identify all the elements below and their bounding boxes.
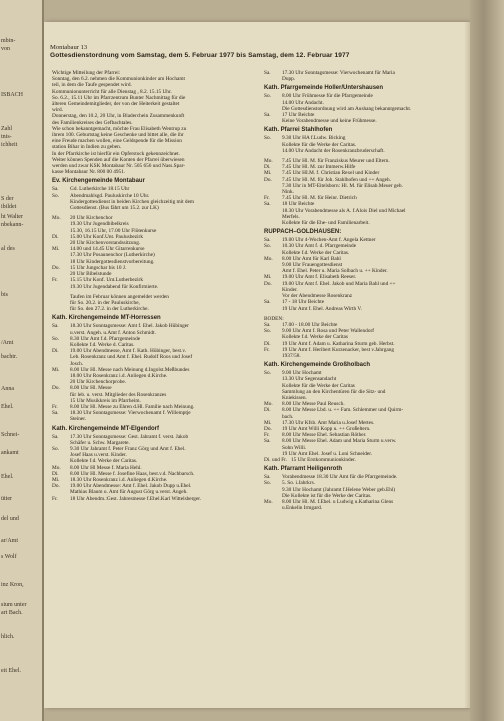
service-text: Merfels. [282, 213, 300, 220]
service-text: 8.00 Uhr Hl. Messe zu Ehren d.Hl. Familie nach Meinung. [70, 403, 195, 410]
adjacent-page-fragment: ht Walter [1, 214, 23, 220]
parish-heading: Kath. Kirchengemeinde MT-Horressen [52, 315, 161, 322]
adjacent-page-fragment: bachtr. [1, 354, 18, 360]
service-text: 20 Uhr Kirchenvorstandssitzung. [70, 240, 141, 247]
weekday-label: Fr. [264, 195, 270, 202]
adjacent-page-fragment: del und [1, 516, 19, 522]
notice-line: Sonntag, den 6.2. nehmen die Kommunionkinder am Hochamt [52, 76, 185, 83]
notice-line: station Bihar in Indien zu geben. [52, 144, 122, 151]
service-text: u.verst. Angeh. u.Amt f. Anton Schmidt. [70, 329, 156, 336]
weekday-label: Fr. [52, 495, 58, 502]
service-text: 8.00 Uhr Messe Paul Reusch. [282, 401, 345, 408]
service-text: Die Gottesdienstordnung wird am Aushang bekanntgemacht. [282, 105, 412, 112]
service-text: Kindergottesdienst in beiden Kirchen gleichzeitig mit dem [70, 198, 195, 205]
parish-section [264, 466, 464, 511]
weekday-label [264, 220, 282, 226]
notice-line: teil, in dem die Taufe gespendet wird. [52, 82, 132, 89]
weekday-label: So. [264, 480, 271, 487]
service-text: für So. den 27.2. in der Lutherkirche. [70, 306, 149, 313]
adjacent-page-fragment: Ehel. [1, 474, 14, 480]
adjacent-page-fragment: s Wolf [1, 554, 17, 560]
newspaper-page [44, 22, 470, 708]
weekday-label [264, 505, 282, 511]
service-entry [264, 220, 464, 226]
adjacent-page-fragment: al des [1, 246, 15, 252]
notice-line: wird. [52, 107, 64, 114]
parish-heading: Kath. Pfarrgemeinde Holler/Untershausen [264, 85, 384, 92]
weekday-label [264, 76, 282, 82]
adjacent-page-fragment: ichheit [1, 142, 18, 148]
weekday-label: Do. [52, 385, 60, 392]
weekday-label: BODEN: [264, 315, 284, 322]
parish-heading: Kath. Kirchengemeinde Großholbach [264, 362, 371, 369]
service-text: 8.00 Uhr Hl. Messe [70, 385, 112, 392]
weekday-label: So. [264, 93, 271, 100]
weekday-label: Mi. [264, 274, 272, 281]
service-text: 19 Uhr Amt Ehel. Josef u. Loni Schneider. [282, 450, 373, 457]
service-text: 5. So. i.Jahrkrs. [282, 480, 315, 487]
weekday-label: Mo. [264, 255, 273, 262]
page-header [50, 44, 460, 60]
service-text: 8.00 Uhr Hl. M. f.Ehel. u Ludwig u.Katharina Glens [282, 498, 394, 505]
adjacent-page-fragment: Ehel. [1, 404, 14, 410]
service-text: 10.30 Uhr Amt f. d. Pfarrgemeinde [282, 243, 357, 250]
parish-heading: RUPPACH–GOLDHAUSEN: [264, 229, 342, 236]
service-text: 9.30 Uhr Jahramt f. Peter Franz Görg und Amt f. Ehel. [70, 445, 186, 452]
weekday-label: Sa. [264, 299, 271, 306]
service-text: Gottesdienst. (Bus fährt um 15.2. zur LK) [70, 205, 159, 212]
service-text: 8.00 Uhr Amt für Karl Bahl [282, 255, 341, 262]
service-text: Schäfer u. Schw. Margarete. [70, 439, 130, 446]
service-text: 15.00 Uhr Konf.Unt. Paulusbezirk [70, 233, 143, 240]
weekday-label: Sa. [264, 237, 271, 244]
adjacent-page-fragment: /Amt [1, 340, 14, 346]
service-text: 8.00 Uhr Frühmesse für die Pfarrgemeinde [282, 93, 373, 100]
service-text: 14.00 Uhr Andacht. [282, 99, 324, 106]
service-text: Sohn Willi. [282, 444, 307, 451]
notice-line: Weiter können Spenden auf die Konten der Pfarrei überwiesen [52, 156, 185, 163]
service-entry [264, 505, 464, 511]
service-text: 17.00 - 18.00 Uhr Beichte [282, 321, 338, 328]
weekday-label: Fr. [264, 346, 270, 353]
parish-section [264, 70, 464, 82]
service-text: 19 Uhr Amt f. Ehel. Andreas Wirth V. [282, 305, 362, 312]
service-text: 18.00 Uhr Rosenkranz i.d. Anliegen d.Kirche. [70, 372, 168, 379]
service-text: Nink. [282, 189, 294, 196]
weekday-label: So. [52, 445, 59, 452]
service-text: 17 - 18 Uhr Beichte [282, 299, 325, 306]
adjacent-page-fragment: Schnei- [1, 432, 20, 438]
service-text: 18.30 Uhr Sonntagsmesse: Amt f. Ehel. Jakob Hübinger [70, 323, 189, 330]
service-entry [52, 416, 252, 422]
service-text: bach. [282, 413, 294, 420]
parish-heading: Kath. Pfarrei Stahlhofen [264, 127, 333, 134]
service-text: 14.00 Uhr Andacht der Rosenkranzbruderschaft. [282, 147, 385, 154]
notice-line: Donnerstag, den 10.2, 20 Uhr, in Bladerchein Zusammenkunft [52, 113, 185, 120]
service-text: Mathias Blaum u. Amt für August Görg u.verst. Angeh. [70, 489, 188, 496]
weekday-label: So. [264, 370, 271, 377]
notice-line: Wichtige Mitteilung der Pfarrei: [52, 70, 121, 76]
service-entry [264, 76, 464, 82]
weekday-label: Di. [264, 340, 271, 347]
service-text: 19 Uhr Amt f. Adam u. Katharina Sturm geb. Herbst. [282, 340, 395, 347]
notice-line: eine Freude machen wollen, eine Geldspende für die Mission [52, 138, 182, 145]
weekday-label: Mo. [264, 401, 273, 408]
weekday-label: Di. [264, 407, 271, 414]
weekday-label: Mo. [264, 498, 273, 505]
service-text: 19.00 Uhr 4-Wochen-Amt f. Angela Kettner [282, 237, 376, 244]
service-text: 17.30 Uhr Sonntagsmesse: Gest. Jahramt f. verst. Jakob [70, 433, 189, 440]
service-entry [264, 353, 464, 359]
weekday-label: Fr. [264, 432, 270, 439]
weekday-label: So. [264, 243, 271, 250]
service-text: 18.30 Uhr Rosenkranz i.d. Anliegen d.Kirche. [70, 476, 168, 483]
page-number: Montabaur 13 [50, 44, 88, 51]
weekday-label: Mo. [264, 158, 273, 165]
service-text: Steiner. [70, 416, 87, 423]
service-text: 7.45 Uhr HI.M. f. Christian Rexel und Kinder [282, 170, 380, 177]
weekday-label: Do. [264, 280, 272, 287]
service-text: 17 Uhr Beichte [282, 112, 315, 119]
weekday-label: Sa. [264, 112, 271, 119]
adjacent-page-fragment: inz Kron, [1, 582, 24, 588]
service-text: Abendmahlsgd. Pauluskirche 10 Uhr. [70, 192, 150, 199]
weekday-label: So. [52, 192, 59, 199]
service-text: 19.00 Uhr Amt f. Ehel. Jakob und Maria Bahl und ++ [282, 280, 396, 287]
adjacent-page-fragment: ISBACH [1, 92, 24, 98]
adjacent-page-fragment: Anna [1, 386, 14, 392]
adjacent-page-fragment: hlich. [1, 634, 15, 640]
book-binding-edge [470, 0, 504, 721]
weekday-label: Mi. [52, 246, 60, 253]
service-entry [52, 496, 252, 502]
weekday-label: Mi. [264, 170, 272, 177]
service-text: 8.00 Uhr Hl Messe f. Maria Hehl. [70, 464, 142, 471]
service-text: 19.30 Uhr Jugendabend für Konfirmierte. [70, 283, 159, 290]
service-text: 7.45 Uhr Hl. M. für Heinr. Dietrich [282, 195, 357, 202]
service-text: 20 Uhr Kirchenchor [70, 215, 113, 222]
service-text: Kollekte f.d. Werke d. Caritas. [70, 341, 135, 348]
adjacent-page-fragment: S der [1, 196, 14, 202]
service-text: Sammlung an den Kirchentüren für die Sitz- und [282, 388, 386, 395]
service-text: Keine Vorabendmesse und keine Frühmesse. [282, 118, 377, 125]
service-text: 13.30 Uhr Segensandacht [282, 376, 337, 383]
service-text: 17.30 Uhr Sonntagsmesse: Vierwochenamt für Maria [282, 70, 395, 76]
weekday-label: Do. [52, 264, 60, 271]
service-text: 20 Uhr Bibelstunde [70, 271, 112, 278]
weekday-label: Do. [264, 176, 272, 183]
parish-section [52, 426, 252, 502]
weekday-label: Sa. [264, 70, 271, 76]
weekday-label: Fr. [52, 403, 58, 410]
service-text: 18.30 Uhr Sonntagsmesse: Vierwochenamt f. Willemptje [70, 410, 191, 417]
service-text: 18.30 Uhr Vorabendmesse als A. f.Alois Diel und Michael [282, 207, 406, 214]
weekday-label: Sa. [264, 321, 271, 328]
weekday-label: So. [264, 135, 271, 142]
service-text: 19.00 Uhr Abendmesse, Amt f. Kath. Hübinger, best.v. [70, 348, 186, 355]
parish-heading: Kath. Kirchengemeinde MT-Elgendorf [52, 425, 160, 432]
weekday-label [264, 353, 282, 359]
parish-section [264, 85, 464, 124]
service-text: 20 Uhr Kirchenchorprobe. [70, 379, 127, 386]
weekday-label: Di. [52, 348, 59, 355]
service-text: 1937/58. [282, 352, 301, 359]
service-text: 8.00 Uhr Hl. Messe nach Meinung d.Ingolst.Meßbundes [70, 366, 190, 373]
service-text: für So. 20.2. in der Pauluskirche, [70, 299, 140, 306]
weekday-label: Mo. [52, 464, 61, 471]
adjacent-page-fragment: ibildet [1, 204, 17, 210]
weekday-label: Sa. [264, 474, 271, 481]
service-text: 8.30 Uhr Amt f.d. Pfarrgemeinde [70, 335, 141, 342]
notice-line: kasse Montabaur Nr. 800 00 4951. [52, 169, 126, 176]
notice-line: werden und zwar KSK Montabaur Nr. 505 656 und Nass.Spar- [52, 163, 186, 170]
service-text: Gd. Lutherkirche 18.15 Uhr [70, 186, 130, 193]
notice-line: Kommunionunterricht für alle Dienstag , 8.2. 15.15 Uhr. [52, 88, 172, 95]
parish-section [52, 315, 252, 422]
service-text: Kollekte für die Werke der Caritas. [282, 141, 357, 148]
service-text: 19.00 Uhr Abendmesse: Amt f. Ehel. Jakob Dupp u.Ehel. [70, 483, 192, 490]
adjacent-page-strip [0, 0, 44, 721]
parish-section [52, 178, 252, 312]
notice-line: des Familienkreises des Gefbachtales. [52, 119, 133, 126]
service-text: Taufen im Februar können angemeldet werden [70, 293, 169, 300]
service-text: 9.30 Uhr Hochamt (Jahramt f.Helene Weber geb.Ehl) [282, 486, 396, 493]
service-text: 19.00 Uhr Amt f. Elisabeth Reeser. [282, 274, 357, 281]
adjacent-page-fragment: von [1, 46, 10, 52]
parish-section [264, 362, 464, 463]
weekday-label: Di. und Fr. [264, 456, 287, 463]
service-text: 9.00 Uhr Frauengottesdienst [282, 262, 343, 269]
weekday-label: Sa. [52, 410, 59, 417]
service-text: 19.30 Uhr Jugendbibelkreis [70, 221, 129, 228]
service-text: 17.30 Uhr Posaunenchor (Lutherkirche) [70, 252, 155, 259]
notice-line: ihrem 100. Geburtstag keine Geschenke und bittet alle, die ihr [52, 132, 184, 139]
service-text: 7.45 Uhr Hl. M. zur Immerw.Hilfe [282, 164, 356, 171]
service-text: 8.00 Uhr Hl. Messe f. Josefine Haas, best.v.d. Nachbarsch. [70, 470, 195, 477]
service-text: Josch. [70, 360, 84, 367]
service-text: Kinder. [282, 286, 298, 293]
adjacent-page-fragment: eit Ehel. [1, 668, 21, 674]
left-column [52, 70, 252, 505]
adjacent-page-fragment: nbekann- [1, 222, 24, 228]
parish-section [264, 229, 464, 359]
parish-section [264, 127, 464, 226]
weekday-label: Di. [264, 164, 271, 171]
service-text: Dupp. [282, 76, 296, 83]
weekday-label: Di. [52, 470, 59, 477]
notice-line: Wie schon bekanntgemacht, möchte Frau Elisabeth Wentrup zu [52, 125, 187, 132]
service-text: 9.00 Uhr Amt f. Rosa und Peter Wallendorf [282, 328, 375, 335]
service-text: 17.30 Uhr Kfsb. Amt Maria u.Josef Mertes. [282, 419, 375, 426]
weekday-label: Fr. [52, 277, 58, 284]
weekday-label: Sa. [52, 433, 59, 440]
notice-line: In der Pfarrkirche ist hierfür ein Opferstock gekennzeichnet. [52, 150, 180, 157]
service-text: 9.00 Uhr Hochamt [282, 370, 322, 377]
service-text: 19 Uhr Amt Willi Kopp u. ++ Großeltern. [282, 425, 371, 432]
adjacent-page-fragment: ar/Amt [1, 538, 18, 544]
service-text: u.Enkelin Irmgard. [282, 505, 323, 512]
service-text: für leb. u. verst. Mitglieder des Rosenkranzes [70, 391, 167, 398]
adjacent-page-fragment: tnis- [1, 134, 12, 140]
service-text: Kollekte für die Ehe- und Familienarbeit. [282, 220, 370, 227]
notice-line: älteren Gemeindemitglieder, der von der Heiterkeit gestaltet [52, 101, 180, 108]
service-text: 7.30 Uhr in MT-Eitelsborn: Hl. M. für Elisab.Meuer geb. [282, 182, 403, 189]
service-text: Kollekte f.d. Werke der Caritas [282, 334, 348, 341]
parish-heading: Kath. Pfarramt Heiligenroth [264, 466, 343, 473]
service-text: 9.30 Uhr HA f.Ludw. Bicking [282, 135, 346, 142]
service-text: Vor der Abendmesse Rosenkranz [282, 293, 353, 300]
parish-notice [52, 70, 252, 175]
weekday-label: Sa. [264, 201, 271, 208]
weekday-label [264, 118, 282, 124]
service-text: 8.00 Uhr Messe Lbd. u. ++ Fam. Schlemmer und Quirm- [282, 407, 404, 414]
service-text: Die Kollekte ist für die Werke der Caritas. [282, 492, 372, 499]
weekday-label: Mi. [264, 419, 272, 426]
service-text: Kollekte für die Werke der Caritas [282, 382, 355, 389]
adjacent-page-fragment: ütter [1, 496, 12, 502]
weekday-label: So. [52, 335, 59, 342]
service-text: 8.00 Uhr Messe Ehel. Adam und Maria Sturm u.verw. [282, 438, 397, 445]
adjacent-page-fragment: mbin- [1, 38, 16, 44]
right-column [264, 70, 464, 514]
service-entry [52, 306, 252, 312]
service-text: Kniekissen. [282, 394, 307, 401]
weekday-label: Do. [52, 483, 60, 490]
service-text: 14.00 und 14.45 Uhr Gitarrenkurse [70, 246, 145, 253]
service-text: 19 Uhr Amt f. Heribert Kurzenacker, best v.Jahrgang [282, 346, 395, 353]
weekday-label: So. [264, 328, 271, 335]
service-text: Kollekte f.d. Werke der Caritas. [70, 458, 138, 465]
service-text: 7.45 Uhr Hl. M. für Joh. Stahlhofen und ++ Angeh. [282, 176, 391, 183]
service-text: Josef Haas u.verst. Kinder. [70, 452, 127, 459]
service-text: 15.30, 16.15 Uhr, 17.00 Uhr Flötenkurse [70, 227, 157, 234]
adjacent-page-fragment: ankamt [1, 450, 19, 456]
weekday-label: Sa. [52, 323, 59, 330]
adjacent-page-fragment: bis [1, 292, 9, 298]
service-text: 15.15 Uhr Konf. Unt.Lutherbezirk [70, 277, 143, 284]
parish-heading: Ev. Kirchengemeinde Montabaur [52, 178, 145, 185]
weekday-label: Di. [52, 233, 59, 240]
weekday-label: Mo. [52, 215, 61, 222]
weekday-label [52, 416, 70, 422]
service-text: 15 Uhr Erstkommunionkinder. [290, 456, 356, 463]
adjacent-page-fragment: art Bach. [1, 610, 23, 616]
weekday-label [52, 306, 70, 312]
adjacent-page-fragment: sium unter [1, 602, 27, 608]
weekday-label: Mi. [52, 366, 60, 373]
service-text: Vorabendmesse 18.30 Uhr Amt für die Pfarrgemeinde. [282, 474, 398, 481]
service-text: Leb. Rosenkranz und Amt f. Ehel. Rudolf Roos und Josef [70, 354, 193, 361]
service-entry [264, 118, 464, 124]
service-text: 18 Uhr Beichte [282, 201, 315, 208]
schedule-heading: Gottesdienstordnung vom Samstag, dem 5. Februar 1977 bis Samstag, dem 12. Februar 1977 [50, 52, 350, 59]
weekday-label: Do. [264, 425, 272, 432]
service-text: Kollekte f.d. Werke der Caritas. [282, 249, 350, 256]
notice-line: So. 6.2., 15.11 Uhr im Pfarrzentrum Bunter Nachmittag für die [52, 94, 186, 101]
weekday-label: Mi. [52, 476, 60, 483]
service-text: 7.45 Uhr Hl. M. für Franziskus Meurer und Eltern. [282, 158, 390, 165]
service-text: 15 Uhr Musikkreis im Pfarrheim. [70, 397, 141, 404]
service-entry [264, 457, 464, 463]
service-text: 8.00 Uhr Messe Ehel. Sebastian Röther. [282, 432, 367, 439]
service-text: 18 Uhr Kindergottesdienstvorbereitung. [70, 258, 155, 265]
weekday-label: Sa. [264, 438, 271, 445]
adjacent-page-fragment: Zahl [1, 126, 12, 132]
service-text: 18 Uhr Abendm.:Gest. Jahresmesse f.Ehel.Karl Wittelsberger. [70, 495, 202, 502]
weekday-label: Sa. [52, 186, 59, 193]
service-text: 15 Uhr Jungschar bis 10 J. [70, 264, 127, 271]
service-text: Amt f. Ehel. Peter u. Maria Solbach u. ++ Kinder. [282, 268, 388, 275]
